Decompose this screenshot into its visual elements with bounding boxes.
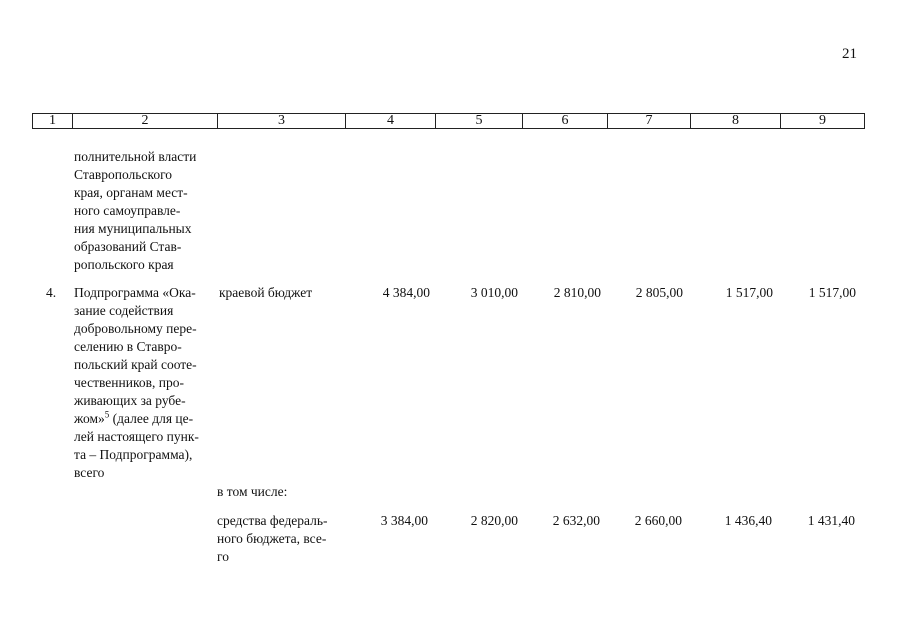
- federal-source-line: средства федераль-: [217, 513, 328, 528]
- carryover-line: ного самоуправле-: [74, 203, 181, 218]
- carryover-line: образований Став-: [74, 239, 182, 254]
- header-col-7: 7: [608, 114, 691, 129]
- subprogram-name-line: живающих за рубе-: [74, 393, 186, 408]
- subprogram-name-line: та – Подпрограмма),: [74, 447, 193, 462]
- subprogram-name-line: польский край соотe-: [74, 357, 197, 372]
- row-number: 4.: [46, 285, 57, 300]
- header-col-9: 9: [781, 114, 865, 129]
- subprogram-name-line: добровольному пере-: [74, 321, 197, 336]
- value-col-5: 3 010,00: [470, 285, 518, 300]
- value-col-8: 1 517,00: [725, 285, 773, 300]
- header-col-8: 8: [691, 114, 781, 129]
- federal-value-col-4: 3 384,00: [380, 513, 428, 528]
- subprogram-name-line: селению в Ставро-: [74, 339, 182, 354]
- subprogram-name-line: [74, 410, 213, 428]
- federal-value-col-9: 1 431,40: [807, 513, 855, 528]
- subprogram-name: [74, 284, 213, 482]
- header-col-6: 6: [523, 114, 608, 129]
- federal-source-line: ного бюджета, все-: [217, 531, 327, 546]
- federal-value-col-5: 2 820,00: [470, 513, 518, 528]
- footnote-mark: 5: [104, 409, 110, 420]
- value-col-4: 4 384,00: [382, 285, 430, 300]
- page-number: 21: [842, 46, 857, 62]
- including-label: в том числе:: [217, 484, 288, 499]
- carryover-line: Ставропольского: [74, 167, 173, 182]
- federal-source-line: го: [217, 549, 229, 564]
- subprogram-name-line: Подпрограмма «Ока-: [74, 285, 196, 300]
- value-col-7: 2 805,00: [635, 285, 683, 300]
- header-col-2: 2: [73, 114, 218, 129]
- carryover-text: [74, 148, 213, 274]
- header-col-5: 5: [436, 114, 523, 129]
- carryover-line: ропольского края: [74, 257, 174, 272]
- federal-value-col-6: 2 632,00: [552, 513, 600, 528]
- carryover-line: края, органам мест-: [74, 185, 188, 200]
- federal-value-col-7: 2 660,00: [634, 513, 682, 528]
- carryover-line: ния муниципальных: [74, 221, 192, 236]
- subprogram-name-line: лей настоящего пунк-: [74, 429, 199, 444]
- footnote-line-rest: (далее для це-: [109, 411, 194, 426]
- subprogram-name-line: зание содействия: [74, 303, 174, 318]
- header-col-4: 4: [346, 114, 436, 129]
- footnote-line-start: жом»: [74, 411, 105, 426]
- carryover-line: полнительной власти: [74, 149, 197, 164]
- value-col-9: 1 517,00: [808, 285, 856, 300]
- federal-value-col-8: 1 436,40: [724, 513, 772, 528]
- column-number-header: [32, 113, 865, 129]
- subprogram-name-line: чественников, про-: [74, 375, 184, 390]
- funding-source: краевой бюджет: [219, 285, 313, 300]
- subprogram-name-line: всего: [74, 465, 105, 480]
- federal-funding-source: [217, 512, 342, 566]
- header-col-3: 3: [218, 114, 346, 129]
- header-col-1: 1: [33, 114, 73, 129]
- value-col-6: 2 810,00: [553, 285, 601, 300]
